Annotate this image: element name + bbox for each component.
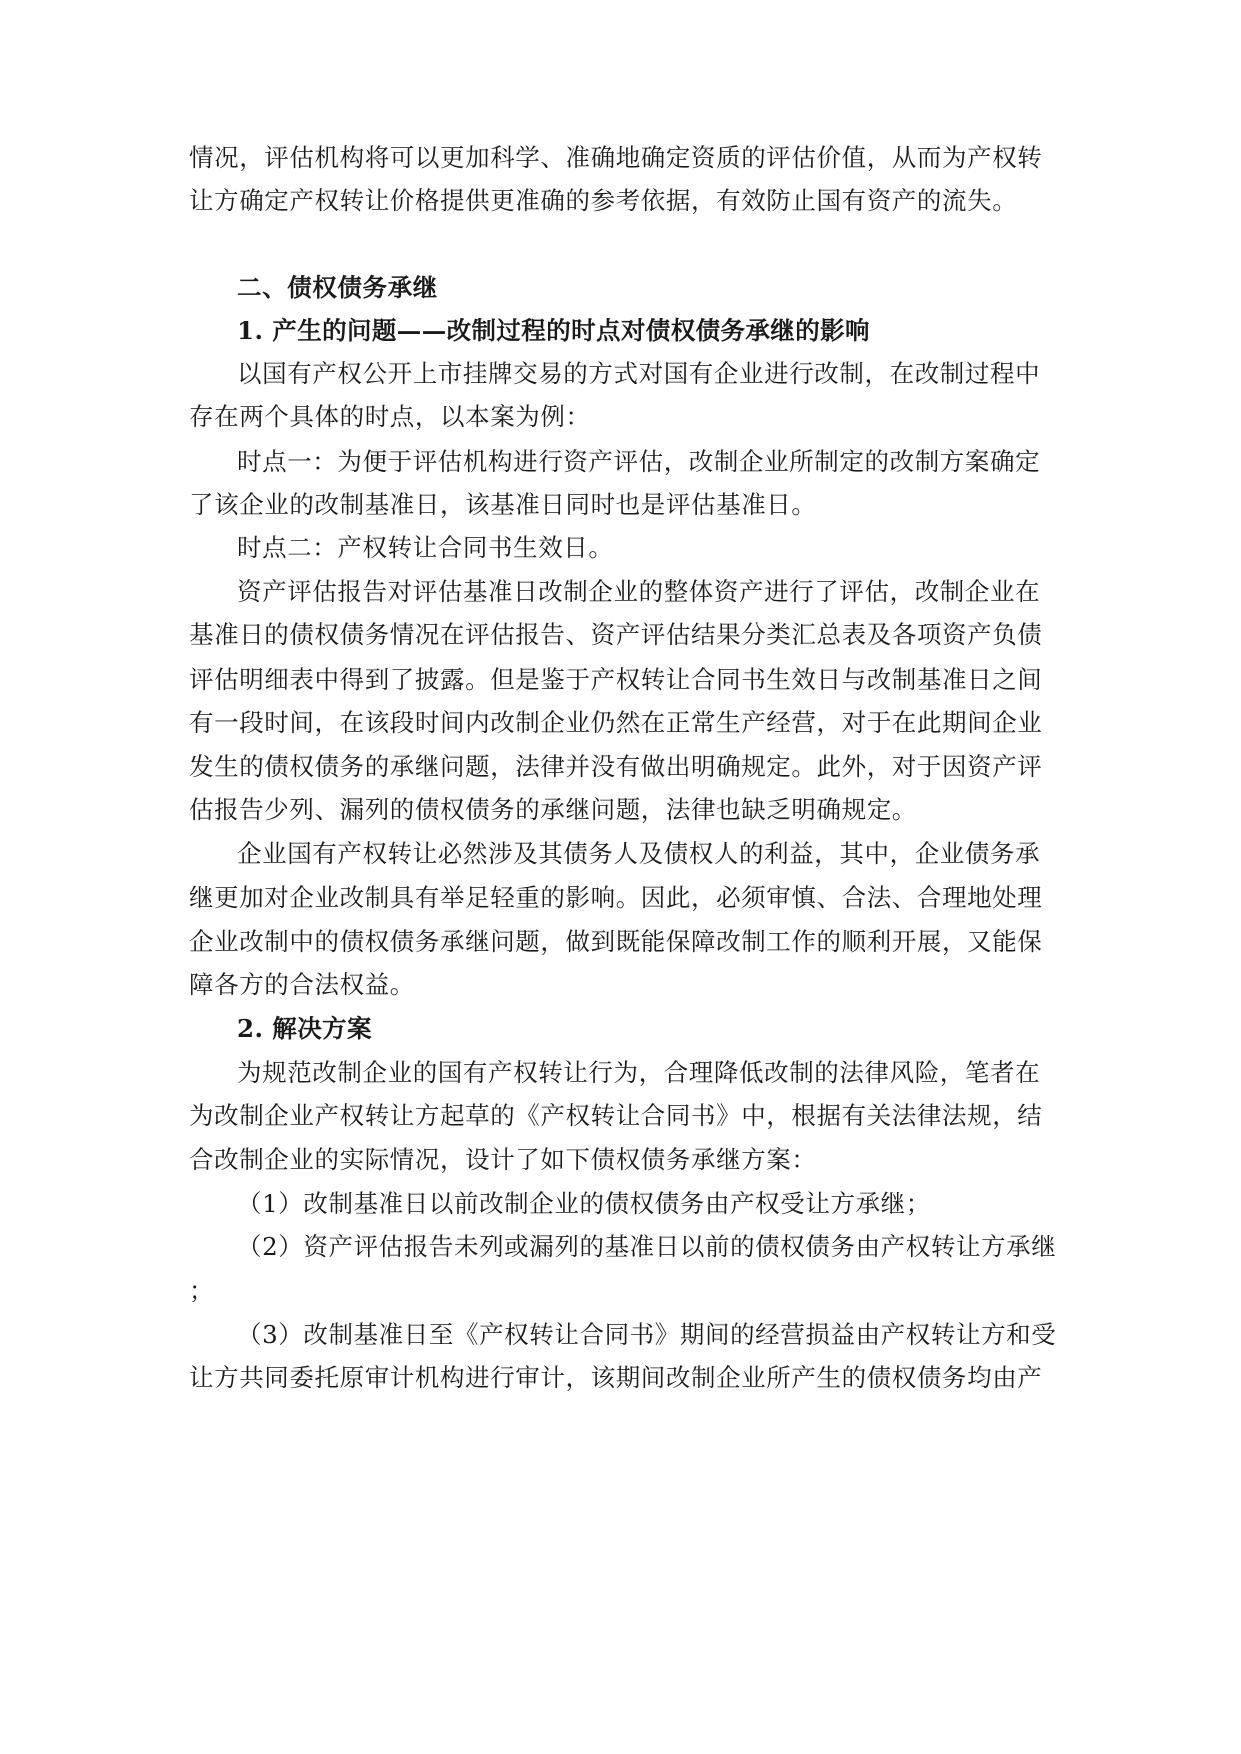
paragraph-line: 障各方的合法权益。 [189, 970, 415, 999]
paragraph-line: 发生的债权债务的承继问题，法律并没有做出明确规定。此外，对于因资产评 [189, 752, 1043, 781]
paragraph-line: 估报告少列、漏列的债权债务的承继问题，法律也缺乏明确规定。 [189, 795, 917, 824]
paragraph-line: 让方确定产权转让价格提供更准确的参考依据，有效防止国有资产的流失。 [189, 186, 1018, 215]
paragraph-line: 资产评估报告对评估基准日改制企业的整体资产进行了评估，改制企业在 [237, 577, 1041, 606]
paragraph-line: 时点一：为便于评估机构进行资产评估，改制企业所制定的改制方案确定 [237, 447, 1041, 476]
paragraph-line: 继更加对企业改制具有举足轻重的影响。因此，必须审慎、合法、合理地处理 [189, 883, 1043, 912]
paragraph-line: 以国有产权公开上市挂牌交易的方式对国有企业进行改制，在改制过程中 [237, 359, 1041, 388]
paragraph-line: 有一段时间，在该段时间内改制企业仍然在正常生产经营，对于在此期间企业 [189, 708, 1043, 737]
subsection-heading: 2. 解决方案 [237, 1014, 372, 1043]
subsection-heading: 1. 产生的问题——改制过程的时点对债权债务承继的影响 [237, 316, 870, 345]
paragraph-line: 合改制企业的实际情况，设计了如下债权债务承继方案： [189, 1145, 817, 1174]
paragraph-line: 基准日的债权债务情况在评估报告、资产评估结果分类汇总表及各项资产负债 [189, 620, 1043, 649]
paragraph-line: 企业国有产权转让必然涉及其债务人及债权人的利益，其中，企业债务承 [237, 839, 1041, 868]
paragraph-line: 评估明细表中得到了披露。但是鉴于产权转让合同书生效日与改制基准日之间 [189, 665, 1043, 694]
paragraph-line: 为规范改制企业的国有产权转让行为，合理降低改制的法律风险，笔者在 [237, 1058, 1041, 1087]
paragraph-line: 为改制企业产权转让方起草的《产权转让合同书》中，根据有关法律法规，结 [189, 1101, 1043, 1130]
paragraph-line: 企业改制中的债权债务承继问题，做到既能保障改制工作的顺利开展，又能保 [189, 927, 1043, 956]
list-item: （1）改制基准日以前改制企业的债权债务由产权受让方承继； [237, 1189, 931, 1218]
section-heading: 二、债权债务承继 [237, 273, 438, 302]
list-item: （2）资产评估报告未列或漏列的基准日以前的债权债务由产权转让方承继 [237, 1232, 1057, 1261]
paragraph-line: 时点二：产权转让合同书生效日。 [237, 533, 614, 562]
paragraph-line: 让方共同委托原审计机构进行审计，该期间改制企业所产生的债权债务均由产 [189, 1363, 1043, 1392]
list-item: （3）改制基准日至《产权转让合同书》期间的经营损益由产权转让方和受 [237, 1320, 1057, 1349]
paragraph-line: ； [189, 1276, 215, 1305]
paragraph-line: 了该企业的改制基准日，该基准日同时也是评估基准日。 [189, 490, 817, 519]
paragraph-line: 情况，评估机构将可以更加科学、准确地确定资质的评估价值，从而为产权转 [189, 143, 1043, 172]
paragraph-line: 存在两个具体的时点，以本案为例： [189, 402, 591, 431]
